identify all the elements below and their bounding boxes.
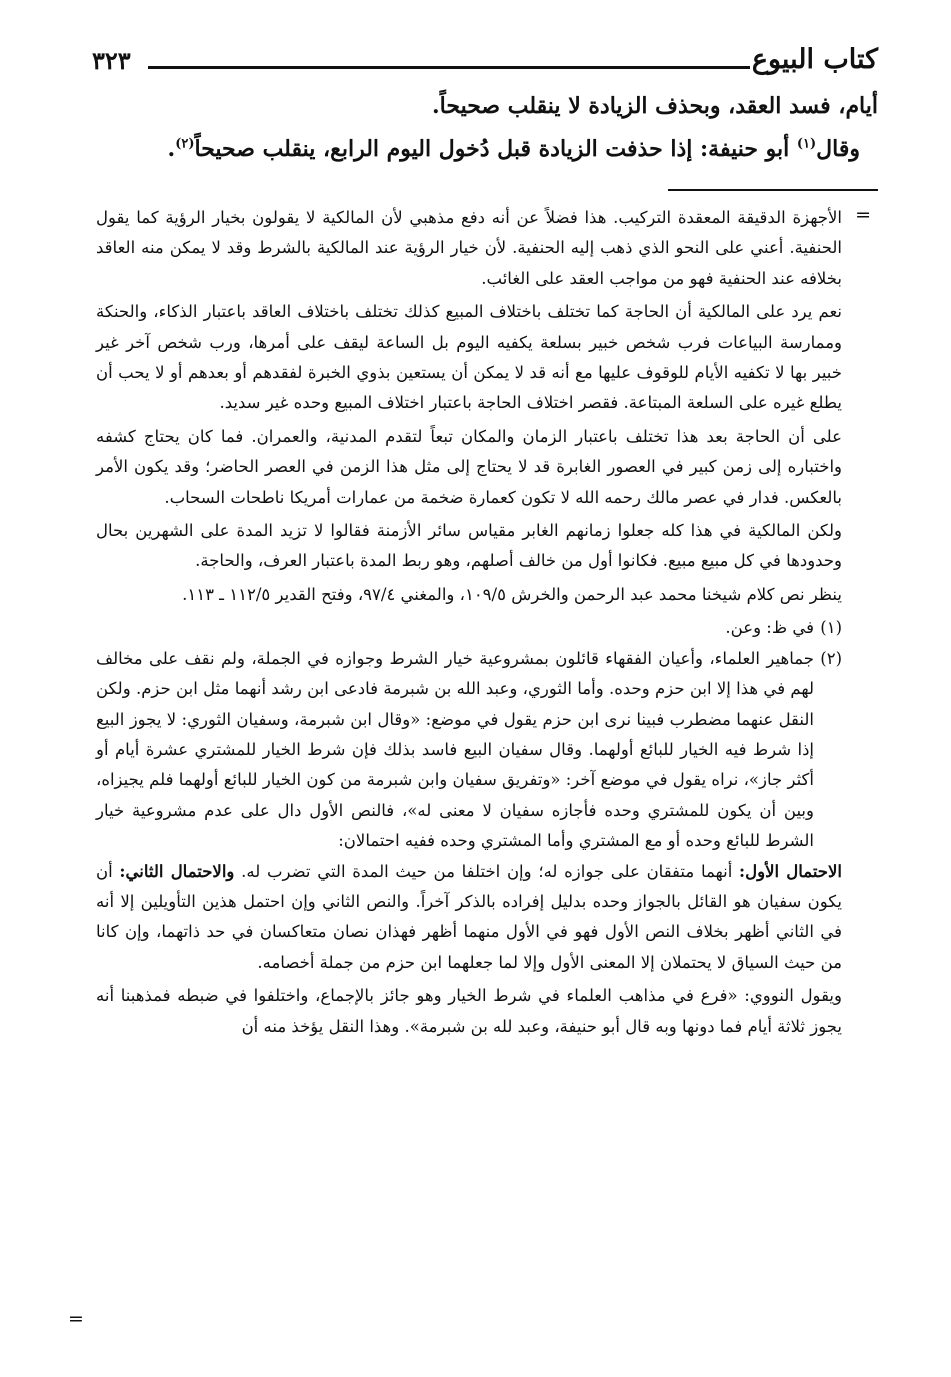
footnote-1-text: في ظ: وعن. [725, 618, 814, 638]
footnote-2-label2: والاحتمال الثاني: [119, 861, 235, 881]
main-line-2 [100, 128, 878, 171]
main-line-2-pre: وقال [816, 136, 860, 162]
continued-note-p1: الأجهزة الدقيقة المعقدة التركيب. هذا فضلاً عن أنه دفع مذهبي لأن المالكية لا يقولون بخيار الرؤية كما يقول الحنفية. أعني على النحو الذي ذهب إليه الحنفية. لأن خيار الرؤية عند المالكية بالشرط وقد لا يمكن منه العاقد بخلافه عند الحنفية فهو من مواجب العقد على الغائب. [96, 208, 842, 288]
footnote-ref-1: (١) [796, 136, 817, 152]
footnote-2-label1: الاحتمال الأول: [739, 861, 842, 881]
footnote-separator [668, 189, 878, 191]
footnote-2-p3: ويقول النووي: «فرع في مذاهب العلماء في شرط الخيار وهو جائز بالإجماع، واختلفوا في ضبطه فمذهبنا أنه يجوز ثلاثة أيام فما دونها وبه قال أبو حنيفة، وعبد لله بن شبرمة». وهذا النقل يؤخذ منه أن [96, 986, 842, 1036]
continued-note-p4: ولكن المالكية في هذا كله جعلوا زمانهم الغابر مقياس سائر الأزمنة فقالوا لا تزيد المدة على الشهرين بحال وحدودها في كل مبيع مبيع. فكانوا أول من خالف أصلهم، وهو ربط المدة باعتبار العرف، والحاجة. [96, 521, 842, 571]
footnote-2-text1: أنهما متفقان على جوازه له؛ وإن اختلفا من حيث المدة التي تضرب له. [234, 861, 740, 881]
continued-note-p3: على أن الحاجة بعد هذا تختلف باعتبار الزمان والمكان تبعاً لتقدم المدنية، والعمران. فما كان يحتاج كشفه واختباره إلى زمن كبير في العصور الغابرة قد لا يحتاج إلى مثل هذا الزمن في العصر الحاضر؛ وقد يكون الأمر بالعكس. فدار في عصر مالك رحمه الله لا تكون كعمارة ضخمة من عمارات أمريكا ناطحات السحاب. [96, 426, 842, 507]
footnote-2-text: جماهير العلماء، وأعيان الفقهاء قائلون بمشروعية خيار الشرط وجوازه في الجملة، ولم نقف على مخالف لهم في هذا إلا ابن حزم وحده. وأما الثوري، وعبد الله بن شبرمة فادعى ابن رشد أنهما مثل ابن حزم. ولكن النقل عنهما مضطرب فبينا نرى ابن حزم يقول في موضع: «وقال ابن شبرمة، وسفيان الثوري: لا يجوز البيع إذا شرط فيه الخيار للبائع أولهما. وقال سفيان البيع فاسد بذلك فإن شرط الخيار للمشتري عشرة أيام أو أكثر جاز»، نراه يقول في موضع آخر: «وتفريق سفيان وابن شبرمة من كون الخيار للبائع أولهما فلم يجيزاه، وبين أن يكون للمشتري وحده فأجازه سفيان لا معنى له»، فالنص الأول دال على عدم مشروعية خيار الشرط للبائع وحده أو مع المشتري وأما المشتري وحده ففيه احتمالان: [96, 648, 814, 851]
continued-note-p5: ينظر نص كلام شيخنا محمد عبد الرحمن والخرش ١٠٩/٥، والمغني ٩٧/٤، وفتح القدير ١١٢/٥ ـ ١١٣. [182, 584, 842, 604]
running-title: كتاب البيوع [751, 44, 878, 75]
main-line-2-text: أبو حنيفة: إذا حذفت الزيادة قبل دُخول اليوم الرابع، ينقلب صحيحاً [194, 136, 797, 162]
main-line-2-end: . [167, 136, 176, 162]
footnote-2-p2 [96, 857, 842, 979]
footnote-2 [96, 644, 842, 857]
end-continuation-mark: = [68, 1308, 84, 1330]
continuation-mark: = [855, 204, 871, 226]
footnote-2-text2: أن يكون سفيان هو القائل بالجواز وحده بدليل إفراده بالذكر آخراً. والنص الثاني وإن احتمل هذين التأويلين إلا أنه في الثاني أظهر بخلاف النص الأول فهو في الأول منهما أظهر فهذان نصان متعاكسان في حد ذاتهما، وإن كانا من حيث السياق لا يحتملان إلا المعنى الأول وإلا لما جعلهما ابن حزم من جملة أخصامه. [96, 861, 842, 972]
main-line-1: أيام، فسد العقد، وبحذف الزيادة لا ينقلب صحيحاً. [432, 93, 878, 119]
footnote-ref-2: (٢) [175, 136, 195, 152]
page-header [92, 44, 878, 84]
footnote-2-number: (٢) [820, 648, 842, 668]
footnote-1 [96, 613, 842, 643]
footnote-1-number: (١) [820, 618, 842, 638]
continued-note-p2: نعم يرد على المالكية أن الحاجة كما تختلف باختلاف المبيع كذلك تختلف باختلاف العاقد باعتبار الذكاء، والحنكة وممارسة البياعات فرب شخص خبير بسلعة يكفيه اليوم بل الساعة ليقف على أمرها، ورب شخص آخر غير خبير بها لا تكفيه الأيام للوقوف عليها مع أنه قد لا يمكن أن يستعين بذوي الخبرة لفقدهم أو بعدهم أو لا يحب أن يطلع غيره على السلعة المبتاعة. فقصر اختلاف الحاجة باعتبار اختلاف المبيع وحده غير سديد. [96, 302, 842, 413]
footnotes [96, 203, 842, 1045]
header-rule [148, 66, 750, 69]
page-number: ٣٢٣ [92, 46, 131, 75]
main-text [100, 85, 878, 171]
